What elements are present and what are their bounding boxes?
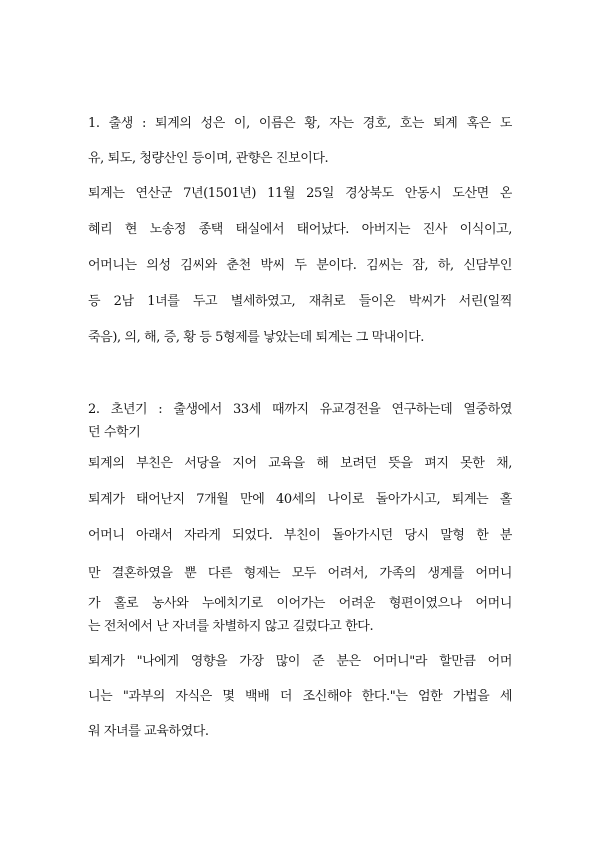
paragraph-line: 퇴계는 연산군 7년(1501년) 11월 25일 경상북도 안동시 도산면 온 bbox=[88, 186, 512, 201]
paragraph-line: 등 2남 1녀를 두고 별세하였고, 재취로 들이온 박씨가 서린(일찍 bbox=[88, 294, 512, 309]
heading-line: 1. 출생 : 퇴계의 성은 이, 이름은 황, 자는 경호, 호는 퇴계 혹은 도 bbox=[88, 116, 512, 131]
paragraph-line: 만 결혼하였을 뿐 다른 형제는 모두 어려서, 가족의 생계를 어머니 bbox=[88, 566, 512, 581]
paragraph-line: 어머니는 의성 김씨와 춘천 박씨 두 분이다. 김씨는 잠, 하, 신담부인 bbox=[88, 258, 512, 273]
paragraph-line: 혜리 현 노송정 종택 태실에서 태어났다. 아버지는 진사 이식이고, bbox=[88, 222, 512, 237]
paragraph-line: 워 자녀를 교육하였다. bbox=[88, 724, 209, 739]
paragraph-line: 는 전처에서 난 자녀를 차별하지 않고 길렀다고 한다. bbox=[88, 619, 374, 634]
paragraph-line: 가 홀로 농사와 누에치기로 이어가는 어려운 형편이였으나 어머니 bbox=[88, 596, 512, 611]
paragraph-line: 니는 "과부의 자식은 몇 백배 더 조신해야 한다."는 엄한 가법을 세 bbox=[88, 689, 512, 704]
paragraph-line: 죽음), 의, 해, 증, 황 등 5형제를 낳았는데 퇴계는 그 막내이다. bbox=[88, 330, 425, 345]
heading-line: 유, 퇴도, 청량산인 등이며, 관향은 진보이다. bbox=[88, 151, 329, 166]
heading-line: 던 수학기 bbox=[88, 425, 141, 440]
paragraph-line: 퇴계가 태어난지 7개월 만에 40세의 나이로 돌아가시고, 퇴계는 홀 bbox=[88, 492, 512, 507]
paragraph-line: 퇴계가 "나에게 영향을 가장 많이 준 분은 어머니"라 할만큼 어머 bbox=[88, 654, 512, 669]
paragraph-line: 퇴계의 부친은 서당을 지어 교육을 해 보려던 뜻을 펴지 못한 채, bbox=[88, 456, 512, 471]
paragraph-line: 어머니 아래서 자라게 되었다. 부친이 돌아가시던 당시 말형 한 분 bbox=[88, 528, 512, 543]
heading-line: 2. 초년기 : 출생에서 33세 때까지 유교경전을 연구하는데 열중하였 bbox=[88, 402, 512, 417]
